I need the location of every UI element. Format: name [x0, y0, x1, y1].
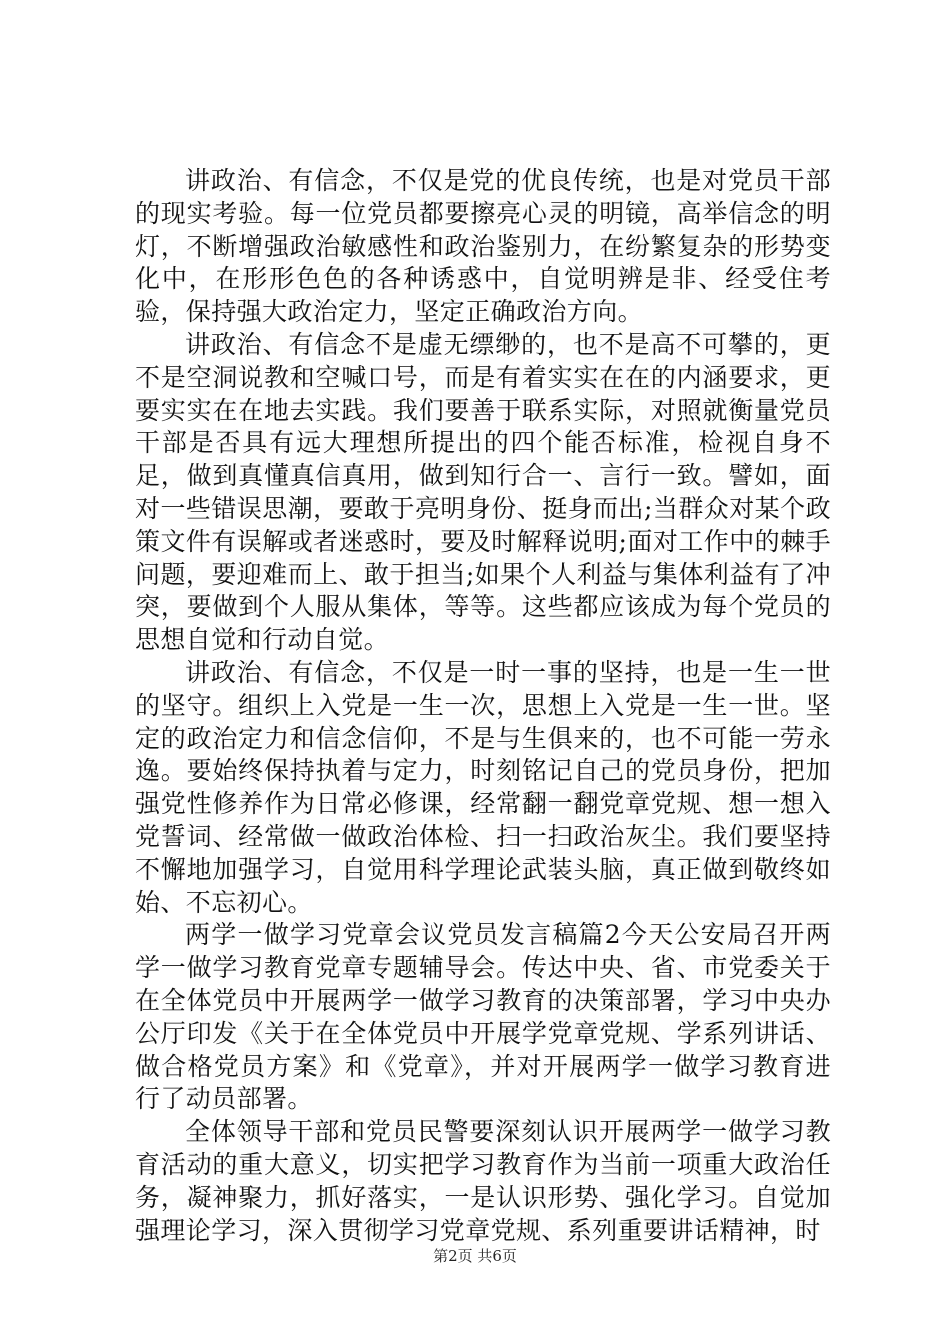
- paragraph: 讲政治、有信念，不仅是党的优良传统，也是对党员干部的现实考验。每一位党员都要擦亮心灵的明镜，高举信念的明灯，不断增强政治敏感性和政治鉴别力，在纷繁复杂的形势变化中，在形形色色的各种诱惑中，自觉明辨是非、经受住考验，保持强大政治定力，坚定正确政治方向。: [135, 166, 831, 327]
- paragraph: 两学一做学习党章会议党员发言稿篇2今天公安局召开两学一做学习教育党章专题辅导会。传达中央、省、市党委关于在全体党员中开展两学一做学习教育的决策部署，学习中央办公厅印发《关于在全体党员中开展学党章党规、学系列讲话、做合格党员方案》和《党章》，并对开展两学一做学习教育进行了动员部署。: [135, 920, 831, 1114]
- paragraph: 全体领导干部和党员民警要深刻认识开展两学一做学习教育活动的重大意义，切实把学习教育作为当前一项重大政治任务，凝神聚力，抓好落实，一是认识形势、强化学习。自觉加强理论学习，深入贯彻学习党章党规、系列重要讲话精神，时: [135, 1117, 831, 1245]
- page-footer: 第2页 共6页: [433, 1247, 517, 1265]
- paragraph: 讲政治、有信念，不仅是一时一事的坚持，也是一生一世的坚守。组织上入党是一生一次，思想上入党是一生一世。坚定的政治定力和信念信仰，不是与生俱来的，也不可能一劳永逸。要始终保持执着与定力，时刻铭记自己的党员身份，把加强党性修养作为日常必修课，经常翻一翻党章党规、想一想入党誓词、经常做一做政治体检、扫一扫政治灰尘。我们要坚持不懈地加强学习，自觉用科学理论武装头脑，真正做到敬终如始、不忘初心。: [135, 657, 831, 917]
- document-body: [135, 165, 831, 1247]
- paragraph: 讲政治、有信念不是虚无缥缈的，也不是高不可攀的，更不是空洞说教和空喊口号，而是有着实实在在的内涵要求，更要实实在在地去实践。我们要善于联系实际，对照就衡量党员干部是否具有远大理想所提出的四个能否标准，检视自身不足，做到真懂真信真用，做到知行合一、言行一致。譬如，面对一些错误思潮，要敢于亮明身份、挺身而出;当群众对某个政策文件有误解或者迷惑时，要及时解释说明;面对工作中的棘手问题，要迎难而上、敢于担当;如果个人利益与集体利益有了冲突，要做到个人服从集体，等等。这些都应该成为每个党员的思想自觉和行动自觉。: [135, 329, 831, 655]
